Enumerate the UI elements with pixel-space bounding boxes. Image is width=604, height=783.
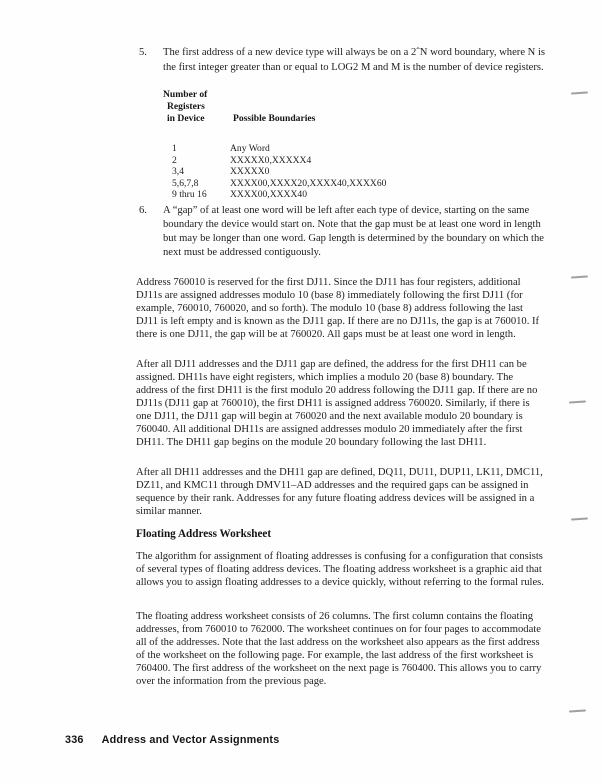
table-col2-header: Possible Boundaries — [233, 113, 316, 124]
col1-header-line: Registers — [167, 101, 205, 112]
scan-artifact-dash — [571, 517, 588, 520]
boundaries-cell: XXXXX0,XXXXX4 — [230, 154, 312, 166]
page-footer — [65, 734, 279, 746]
paragraph-rank: After all DH11 addresses and the DH11 gap are defined, DQ11, DU11, DUP11, LK11, DMC11, DZ11, and KMC11 through DMV11–AD addresses and the required gaps can be assigned in sequence by their rank. Addresses for any future floating address devices will be assigned in a similar manner. — [136, 467, 543, 517]
table-row — [172, 189, 386, 201]
list-item-text: A “gap” of at least one word will be left after each type of device, starting on the same boundary the device would start on. Note that the gap must be at least one word in length but may be longer than one word. Gap length is determined by the boundary on which the next must be addressed contiguously. — [163, 205, 544, 258]
boundaries-cell: XXXXX0 — [230, 166, 270, 177]
registers-cell: 1 — [172, 143, 177, 154]
footer-title: Address and Vector Assignments — [101, 734, 280, 746]
scan-artifact-dash — [571, 275, 588, 278]
paragraph-dj11: Address 760010 is reserved for the first DJ11. Since the DJ11 has four registers, additional DJ11s are assigned addresses modulo 10 (base 8) immediately following the first DJ11 (for example, 760010, 760020, and so forth). The modulo 10 (base 8) address following the last DJ11 is left empty and is known as the DJ11 gap. If there are no DJ11s, the gap is at 760010. If there is one DJ11, the gap will be at 760020. All gaps must be at least one word in length. — [136, 277, 540, 340]
col1-header-line: Number of — [163, 89, 208, 100]
boundaries-cell: XXXX00,XXXX20,XXXX40,XXXX60 — [230, 177, 387, 189]
table-row — [172, 166, 386, 178]
boundaries-cell: Any Word — [230, 143, 270, 154]
col1-header-line: in Device — [167, 113, 205, 124]
scan-artifact-dash — [569, 709, 586, 712]
boundaries-table — [172, 143, 386, 201]
list-number: 5. — [139, 47, 147, 58]
page-number: 336 — [65, 734, 84, 746]
list-item-text: The first address of a new device type will always be on a 2ˆN word boundary, where N is the first integer greater than or equal to LOG2 M and M is the number of device registers. — [163, 47, 546, 73]
registers-cell: 9 thru 16 — [172, 189, 207, 200]
boundaries-cell: XXXX00,XXXX40 — [230, 189, 308, 200]
registers-cell: 2 — [172, 154, 177, 166]
list-item-5 — [136, 46, 548, 75]
registers-cell: 5,6,7,8 — [172, 177, 199, 189]
list-number: 6. — [139, 205, 147, 216]
paragraph-dh11: After all DJ11 addresses and the DJ11 gap are defined, the address for the first DH11 can be assigned. DH11s have eight registers, which implies a modulo 20 (base 8) boundary. The address of the first DH11 is the first modulo 20 address following the DJ11 gap. If there are no DJ11s (DJ11 gap at 760010), the first DH11 is assigned address 760020. Similarly, if there is one DJ11, the DJ11 gap will begin at 760020 and the next available modulo 20 boundary is 760040. All additional DH11s are assigned addresses modulo 20 immediately after the first DH11. The DH11 gap begins on the module 20 boundary following the last DH11. — [136, 359, 538, 448]
scan-artifact-dash — [571, 91, 588, 94]
table-col1-header — [163, 89, 207, 125]
paragraph-algorithm: The algorithm for assignment of floating addresses is confusing for a configuration that consists of several types of floating address devices. The floating address worksheet is a graphic aid that allows you to assign floating addresses to a device quickly, without referring to the formal rules. — [136, 551, 544, 588]
list-item-6 — [136, 204, 552, 260]
registers-cell: 3,4 — [172, 166, 184, 177]
table-row — [172, 178, 386, 190]
paragraph-worksheet: The floating address worksheet consists of 26 columns. The first column contains the floating addresses, from 760010 to 762000. The worksheet continues on for four pages to accommodate all of the addresses. Note that the last address on the worksheet also appears as the first address of the worksheet on the following page. For example, the last address of the first worksheet is 760400. The first address of the worksheet on the next page is 760400. This allows you to carry over the information from the previous page. — [136, 611, 542, 687]
table-row — [172, 155, 386, 167]
scan-artifact-dash — [569, 400, 586, 403]
table-row — [172, 143, 386, 155]
section-heading: Floating Address Worksheet — [136, 528, 272, 540]
